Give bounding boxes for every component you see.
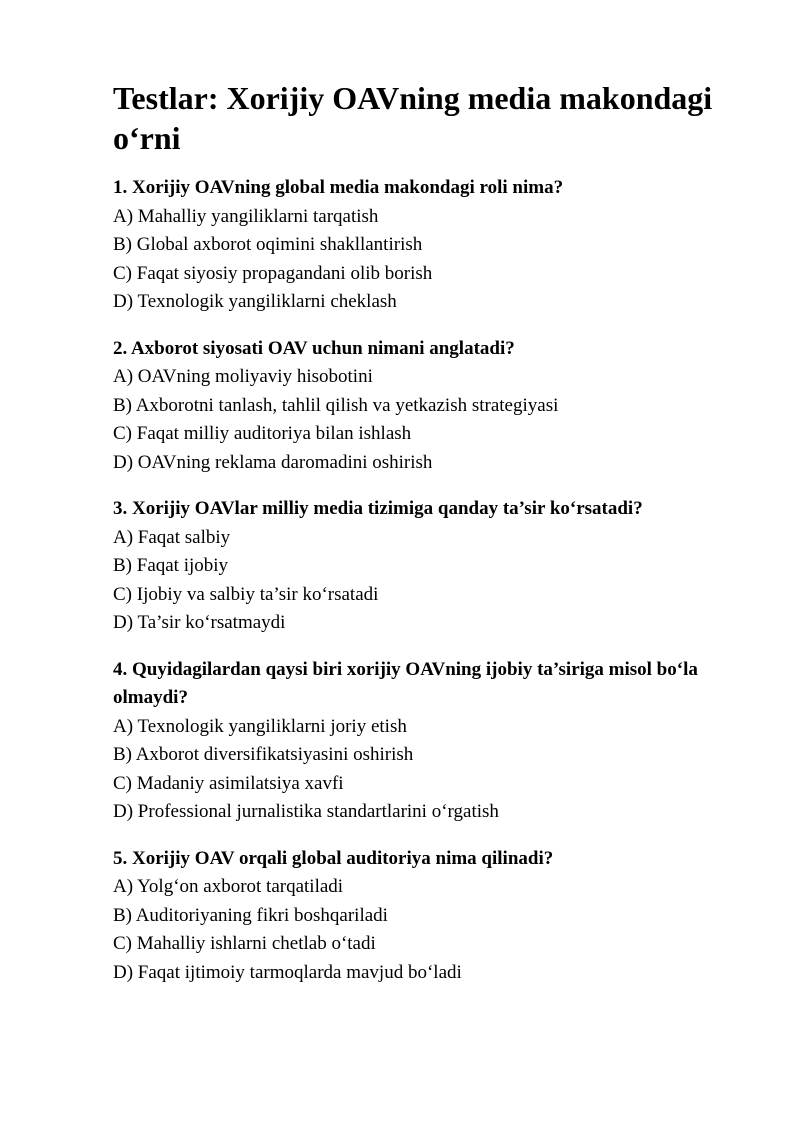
answer-option-b: B) Axborotni tanlash, tahlil qilish va yetkazish strategiyasi xyxy=(113,394,559,416)
question-prompt: 2. Axborot siyosati OAV uchun nimani anglatadi? xyxy=(113,337,515,359)
answer-option-a: A) Faqat salbiy xyxy=(113,526,231,548)
answer-option-a: A) Texnologik yangiliklarni joriy etish xyxy=(113,715,407,737)
answer-option-d: D) Faqat ijtimoiy tarmoqlarda mavjud boʻladi xyxy=(113,961,462,983)
answer-option-b: B) Auditoriyaning fikri boshqariladi xyxy=(113,904,388,926)
answer-option-c: C) Mahalliy ishlarni chetlab oʻtadi xyxy=(113,933,376,954)
answer-option-c: C) Faqat siyosiy propagandani olib borish xyxy=(113,262,433,284)
answer-option-c: C) Faqat milliy auditoriya bilan ishlash xyxy=(113,423,412,444)
answer-option-b: B) Faqat ijobiy xyxy=(113,555,229,576)
answer-option-b: B) Axborot diversifikatsiyasini oshirish xyxy=(113,744,414,765)
question-prompt: 3. Xorijiy OAVlar milliy media tizimiga qanday ta’sir koʻrsatadi? xyxy=(113,498,643,519)
answer-option-b: B) Global axborot oqimini shakllantirish xyxy=(113,234,423,255)
answer-option-d: D) Professional jurnalistika standartlarini oʻrgatish xyxy=(113,801,499,822)
answer-option-a: A) OAVning moliyaviy hisobotini xyxy=(113,366,373,387)
question-prompt: 1. Xorijiy OAVning global media makondagi roli nima? xyxy=(113,177,564,198)
question-block-5 xyxy=(113,845,728,988)
document-title: Testlar: Xorijiy OAVning media makondagi oʻrni xyxy=(113,80,713,156)
answer-option-d: D) Ta’sir koʻrsatmaydi xyxy=(113,612,286,633)
question-prompt: 5. Xorijiy OAV orqali global auditoriya nima qilinadi? xyxy=(113,847,554,869)
question-block-2 xyxy=(113,335,728,478)
answer-option-c: C) Ijobiy va salbiy ta’sir koʻrsatadi xyxy=(113,583,379,605)
answer-option-c: C) Madaniy asimilatsiya xavfi xyxy=(113,772,344,794)
question-block-4 xyxy=(113,656,728,827)
answer-option-d: D) OAVning reklama daromadini oshirish xyxy=(113,451,433,473)
question-block-3 xyxy=(113,495,728,638)
answer-option-d: D) Texnologik yangiliklarni cheklash xyxy=(113,291,397,312)
question-prompt: 4. Quyidagilardan qaysi biri xorijiy OAVning ijobiy ta’siriga misol boʻla olmaydi? xyxy=(113,658,698,708)
answer-option-a: A) Yolgʻon axborot tarqatiladi xyxy=(113,876,344,897)
question-block-1 xyxy=(113,174,728,317)
answer-option-a: A) Mahalliy yangiliklarni tarqatish xyxy=(113,205,379,227)
